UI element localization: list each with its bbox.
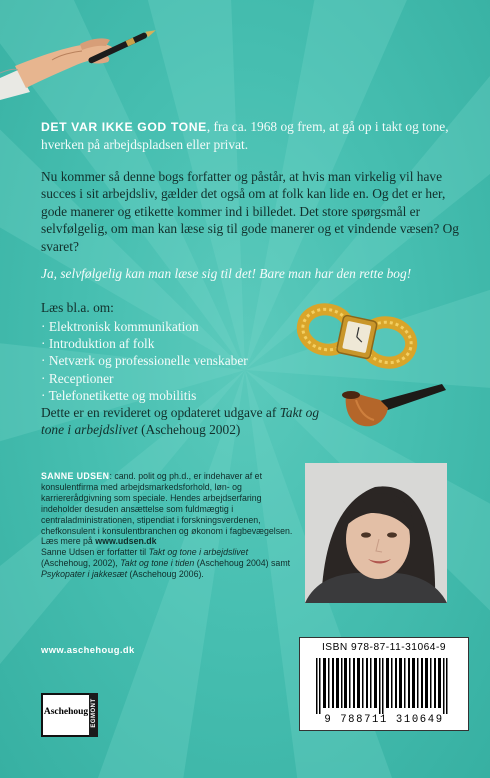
publisher-logo-text: Aschehoug (43, 707, 89, 717)
book-title: Takt og tone i tiden (120, 558, 195, 569)
book-publisher: (Aschehoug 2004) samt (194, 558, 291, 569)
book-publisher: (Aschehoug 2006). (127, 569, 204, 580)
author-website-link[interactable]: www.udsen.dk (95, 536, 157, 547)
list-item: · Receptioner (41, 370, 248, 387)
intro-rest: , fra ca. 1968 og frem, at gå op i takt og tone, hverken på arbejdspladsen eller privat. (41, 119, 449, 152)
list-item: · Introduktion af folk (41, 335, 248, 352)
author-bio-text: : cand. polit og ph.d., er indehaver af et konsulentfirma med arbejdsmarkedsforhold, løn- og karriererådgivning som speciale. Hendes arbejdserfaring indeholder desuden ansættelse som fuldmægtig i centraladministrationen, stipendiat i forskningsverdenen, chefkonsulent i konsulentbranchen og økonom i fagbevægelsen. Læs mere på (41, 471, 293, 547)
isbn-number: ISBN 978-87-11-31064-9 (321, 642, 447, 653)
list-item: · Netværk og professionelle venskaber (41, 352, 248, 369)
list-item: · Telefonetikette og mobilitis (41, 387, 248, 404)
author-photo (305, 463, 447, 603)
book-title: Takt og tone i arbejdslivet (148, 547, 249, 558)
topics-header: Læs bl.a. om: (41, 300, 114, 315)
author-name: SANNE UDSEN (41, 471, 110, 481)
revised-text: Dette er en revideret og opdateret udgave af (41, 405, 277, 420)
egmont-logo (89, 693, 98, 737)
revised-edition-note (41, 404, 341, 438)
tobacco-pipe-illustration (338, 378, 450, 430)
barcode-box (299, 637, 469, 731)
egmont-logo-text: EGMONT (91, 698, 97, 728)
publisher-logo (41, 693, 91, 737)
body-paragraph: Nu kommer så denne bogs forfatter og påstår, at hvis man virkelig vil have succes i sit arbejdsliv, gælder det også om at folk kan lide en. Og det er her, gode manerer og etikette kommer ind i billedet. Det store spørgsmål er selvfølgelig, om man kan læse sig til gode manerer og et vindende væsen? Og svaret? (41, 169, 459, 254)
quote-line: Ja, selvfølgelig kan man læse sig til det! Bare man har den rette bog! (41, 266, 412, 281)
ean-number: 9 788711 310649 (324, 714, 444, 726)
hand-with-pen-illustration (0, 0, 170, 100)
author-bio (41, 471, 296, 580)
revised-publisher: (Aschehoug 2002) (141, 422, 241, 438)
topics-list (41, 318, 248, 404)
author-books-intro: Sanne Udsen er forfatter til (41, 547, 149, 558)
list-item: · Elektronisk kommunikation (41, 318, 248, 335)
barcode-icon (314, 658, 454, 714)
book-title: Psykopater i jakkesæt (41, 569, 128, 580)
publisher-url[interactable]: www.aschehoug.dk (41, 644, 135, 655)
wristwatch-illustration (296, 296, 418, 376)
intro-paragraph (41, 118, 466, 154)
revised-title: Takt og tone i arbejdslivet (41, 405, 320, 438)
book-publisher: (Aschehoug, 2002), (41, 558, 121, 569)
intro-lead: DET VAR IKKE GOD TONE (41, 120, 207, 134)
